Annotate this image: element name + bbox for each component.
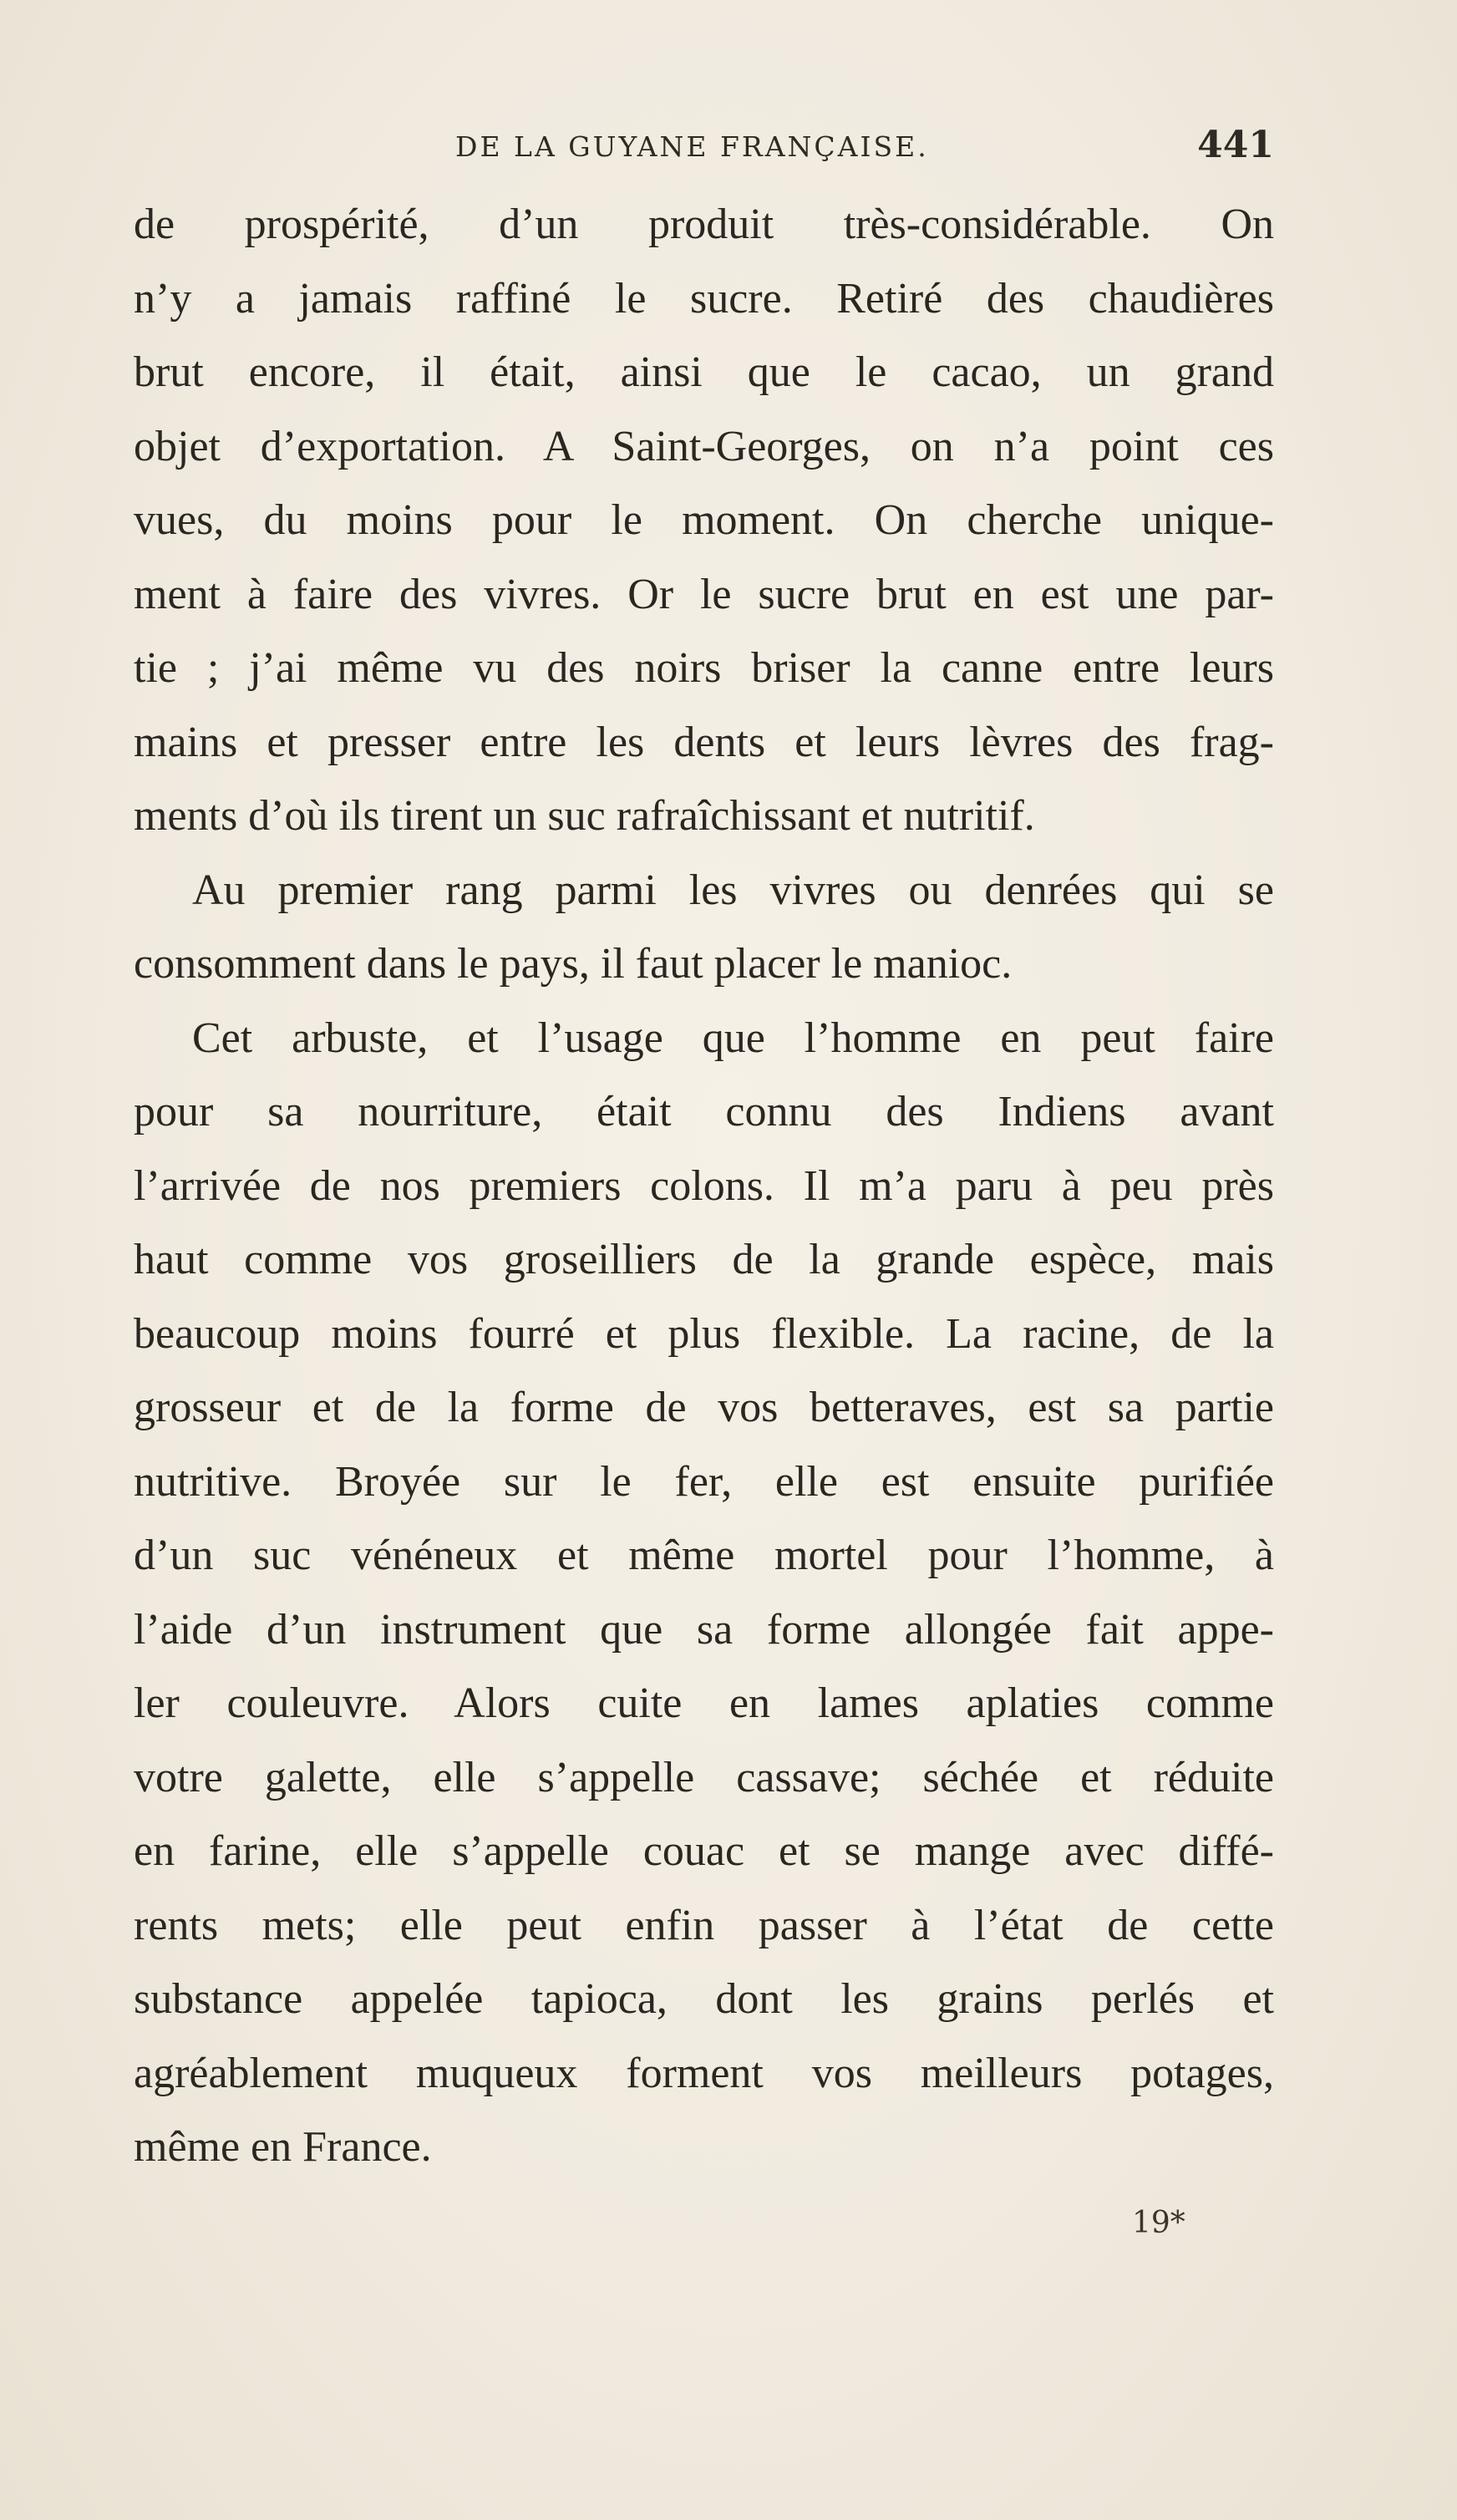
- page-number: 441: [1197, 124, 1274, 166]
- text-line: même en France.: [134, 2123, 432, 2171]
- text-line: brut encore, il était, ainsi que le cacao, un grand: [134, 348, 1274, 396]
- text-line: Cet arbuste, et l’usage que l’homme en peut faire: [192, 1014, 1274, 1062]
- text-line: d’un suc vénéneux et même mortel pour l’homme, à: [134, 1532, 1274, 1579]
- page-header: [134, 124, 1274, 174]
- paragraph-3: [134, 1002, 1274, 2185]
- signature-mark: 19*: [1132, 2206, 1185, 2240]
- text-line: tie ; j’ai même vu des noirs briser la canne entre leurs: [134, 644, 1274, 692]
- text-line: nutritive. Broyée sur le fer, elle est ensuite purifiée: [134, 1457, 1274, 1506]
- text-line: de prospérité, d’un produit très-considérable. On: [134, 201, 1274, 248]
- text-line: ment à faire des vivres. Or le sucre brut en est une par-: [134, 570, 1274, 618]
- text-line: rents mets; elle peut enfin passer à l’état de cette: [134, 1901, 1274, 1949]
- paragraph-1: [134, 188, 1274, 854]
- text-line: en farine, elle s’appelle couac et se mange avec diffé-: [134, 1827, 1274, 1875]
- body-text: [134, 188, 1274, 2185]
- text-line: substance appelée tapioca, dont les grains perlés et: [134, 1975, 1274, 2023]
- text-line: ments d’où ils tirent un suc rafraîchissant et nutritif.: [134, 792, 1035, 840]
- text-line: votre galette, elle s’appelle cassave; séchée et réduite: [134, 1753, 1274, 1801]
- text-line: Au premier rang parmi les vivres ou denrées qui se: [192, 866, 1274, 914]
- text-line: pour sa nourriture, était connu des Indiens avant: [134, 1088, 1274, 1136]
- text-line: consomment dans le pays, il faut placer le manioc.: [134, 940, 1013, 988]
- text-line: agréablement muqueux forment vos meilleurs potages,: [134, 2049, 1274, 2097]
- running-title: DE LA GUYANE FRANÇAISE.: [455, 130, 929, 163]
- text-line: objet d’exportation. A Saint-Georges, on n’a point ces: [134, 422, 1274, 470]
- text-line: vues, du moins pour le moment. On cherche unique-: [134, 496, 1274, 544]
- text-line: beaucoup moins fourré et plus flexible. La racine, de la: [134, 1309, 1274, 1358]
- text-line: n’y a jamais raffiné le sucre. Retiré des chaudières: [134, 274, 1274, 323]
- text-line: l’aide d’un instrument que sa forme allongée fait appe-: [134, 1605, 1274, 1654]
- text-line: mains et presser entre les dents et leurs lèvres des frag-: [134, 718, 1274, 766]
- paragraph-2: [134, 854, 1274, 1002]
- text-line: l’arrivée de nos premiers colons. Il m’a paru à peu près: [134, 1161, 1274, 1210]
- text-line: ler couleuvre. Alors cuite en lames aplaties comme: [134, 1679, 1274, 1727]
- text-line: grosseur et de la forme de vos betteraves, est sa partie: [134, 1384, 1274, 1431]
- text-line: haut comme vos groseilliers de la grande espèce, mais: [134, 1236, 1274, 1283]
